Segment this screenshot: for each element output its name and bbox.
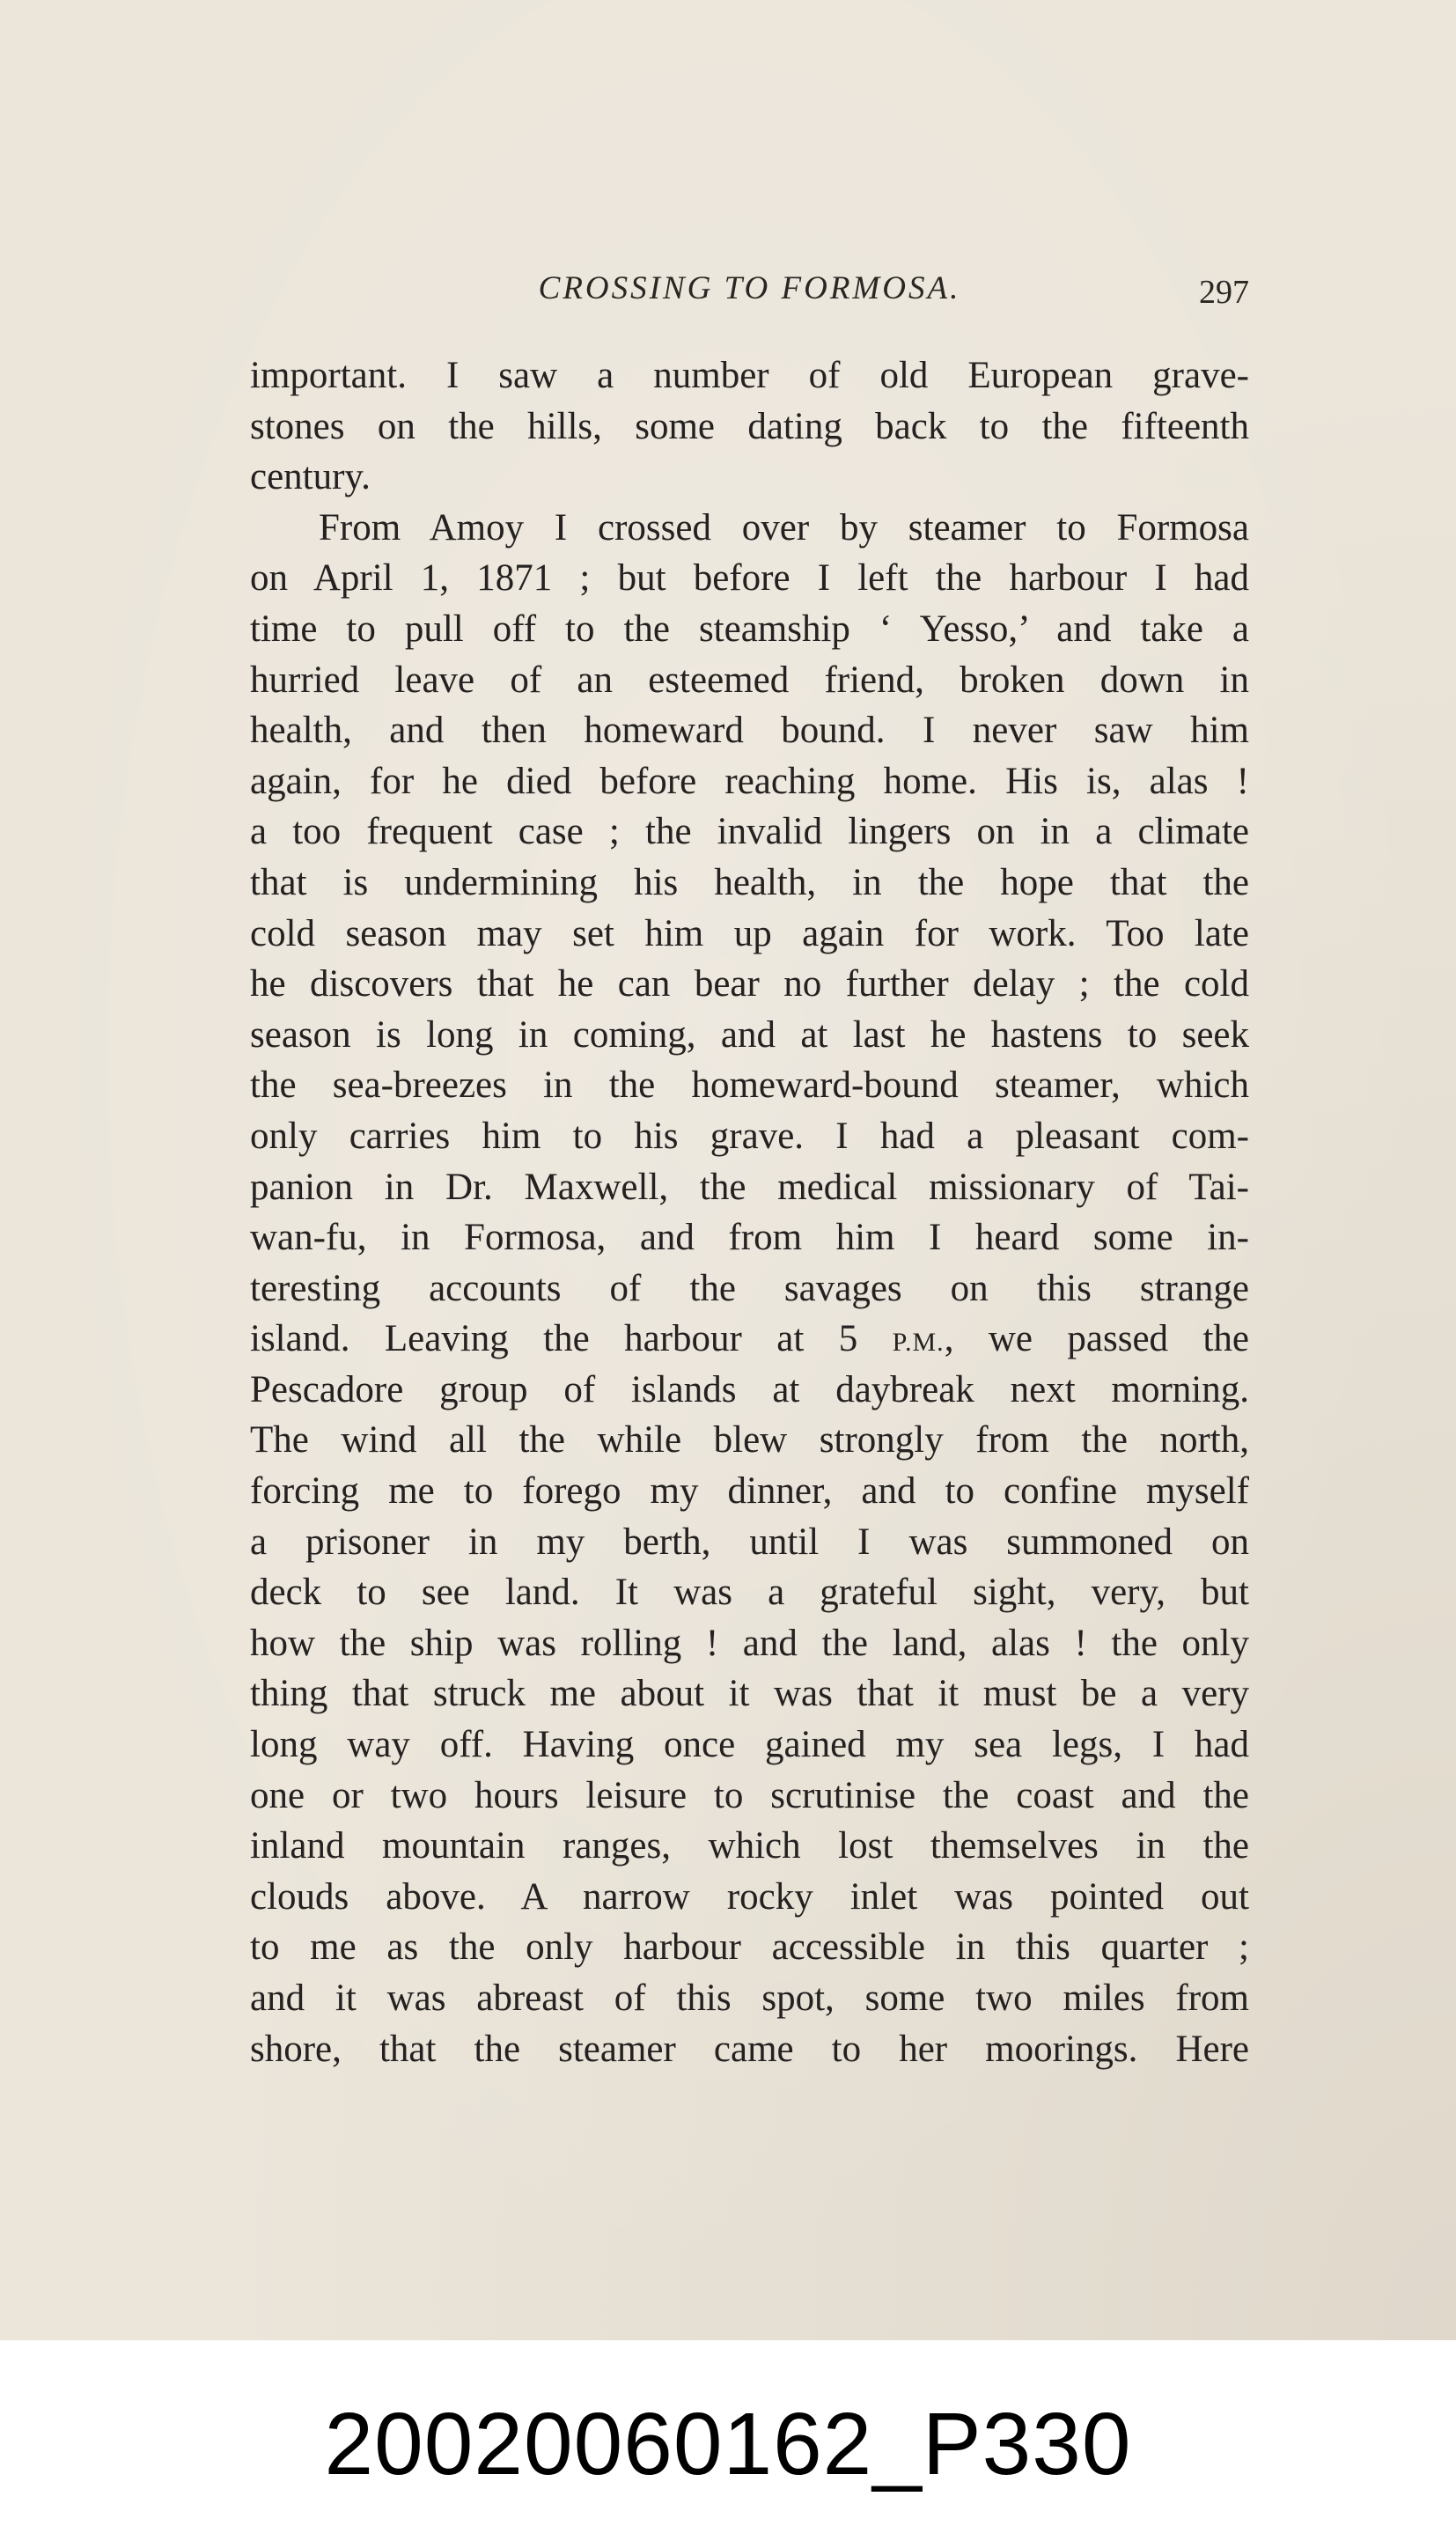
text-line: forcing me to forego my dinner, and to confine myself	[250, 1470, 1249, 1513]
body-text	[250, 350, 1249, 2074]
text-line: and it was abreast of this spot, some two miles from	[250, 1977, 1249, 2019]
text-line: time to pull off to the steamship ‘ Yesso,’ and take a	[250, 608, 1249, 650]
text-line: one or two hours leisure to scrutinise the coast and the	[250, 1774, 1249, 1816]
text-line: on April 1, 1871 ; but before I left the harbour I had	[250, 557, 1249, 600]
text-line: shore, that the steamer came to her moorings. Here	[250, 2028, 1249, 2070]
scan-identifier: 20020060162_P330	[324, 2395, 1132, 2493]
text-line: panion in Dr. Maxwell, the medical missionary of Tai-	[250, 1166, 1249, 1208]
running-head	[250, 269, 1249, 322]
text-line: a prisoner in my berth, until I was summoned on	[250, 1521, 1249, 1563]
text-line: The wind all the while blew strongly from the north,	[250, 1419, 1249, 1462]
text-line: stones on the hills, some dating back to the fifteenth	[250, 405, 1249, 447]
running-title: CROSSING TO FORMOSA.	[538, 270, 961, 306]
text-line: long way off. Having once gained my sea legs, I had	[250, 1724, 1249, 1766]
text-line: that is undermining his health, in the hope that the	[250, 861, 1249, 903]
text-line: clouds above. A narrow rocky inlet was pointed out	[250, 1875, 1249, 1918]
text-line: a too frequent case ; the invalid lingers on in a climate	[250, 811, 1249, 853]
page-number: 297	[1199, 274, 1249, 311]
text-line: season is long in coming, and at last he hastens to seek	[250, 1013, 1249, 1056]
text-line: inland mountain ranges, which lost themselves in the	[250, 1825, 1249, 1867]
text-line: to me as the only harbour accessible in this quarter ;	[250, 1926, 1249, 1969]
text-line: teresting accounts of the savages on this strange	[250, 1267, 1249, 1309]
text-line: Pescadore group of islands at daybreak next morning.	[250, 1368, 1249, 1410]
text-line: important. I saw a number of old European grave-	[250, 355, 1249, 396]
text-line: again, for he died before reaching home. His is, alas !	[250, 760, 1249, 802]
text-line: cold season may set him up again for work. Too late	[250, 912, 1249, 954]
text-line	[250, 1314, 1249, 1365]
text-line: From Amoy I crossed over by steamer to Formosa	[319, 506, 1249, 549]
text-segment: , we passed the	[944, 1318, 1249, 1360]
time-smallcaps: P.M.	[892, 1328, 945, 1358]
text-line: the sea-breezes in the homeward-bound steamer, which	[250, 1064, 1249, 1107]
text-line: how the ship was rolling ! and the land, alas ! the only	[250, 1622, 1249, 1664]
text-line: hurried leave of an esteemed friend, broken down in	[250, 659, 1249, 701]
text-line: deck to see land. It was a grateful sight, very, but	[250, 1572, 1249, 1614]
text-line: thing that struck me about it was that it must be a very	[250, 1673, 1249, 1715]
text-line: wan-fu, in Formosa, and from him I heard some in-	[250, 1217, 1249, 1259]
text-segment: island. Leaving the harbour at 5	[250, 1318, 893, 1360]
text-line: he discovers that he can bear no further delay ; the cold	[250, 963, 1249, 1005]
text-line: health, and then homeward bound. I never saw him	[250, 710, 1249, 752]
text-line: only carries him to his grave. I had a pleasant com-	[250, 1115, 1249, 1157]
text-line: century.	[250, 456, 371, 498]
